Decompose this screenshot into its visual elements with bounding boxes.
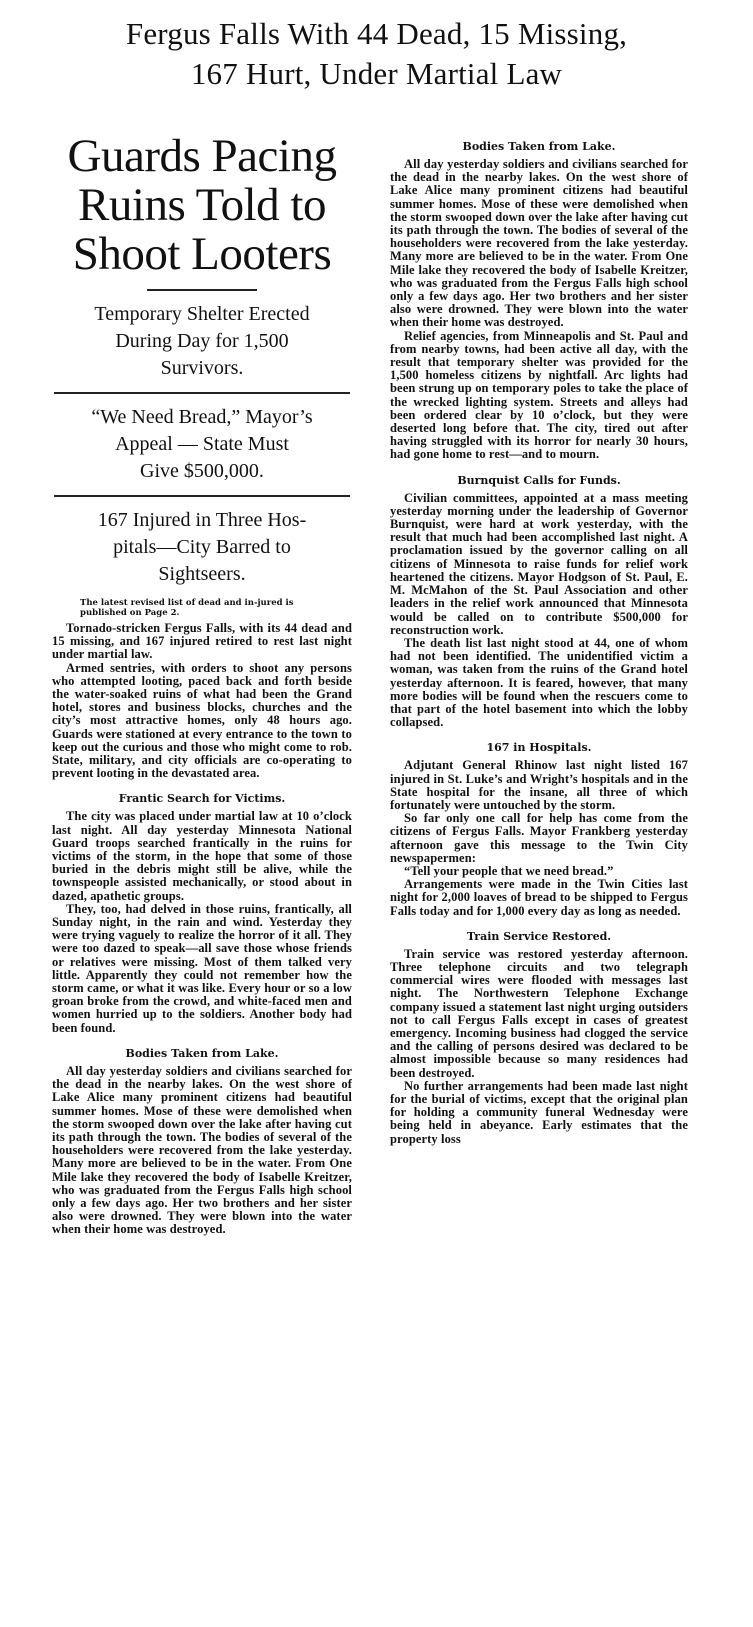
article-paragraph: Arrangements were made in the Twin Cities last night for 2,000 loaves of bread to be shipped to Fergus Falls today and for 1,000 every day as long as needed. [390,877,688,918]
article-paragraph: No further arrangements had been made last night for the burial of victims, except that the original plan for holding a community funeral Wednesday were being held in abeyance. Early estimates that the property loss [390,1078,688,1146]
divider [54,495,350,497]
subhead: Frantic Search for Victims. [118,792,286,806]
deck-line: Appeal — State Must [115,433,289,455]
article-paragraph: Armed sentries, with orders to shoot any persons who attempted looting, paced back and forth beside the water-soaked ruins of what had been the Grand hotel, stores and business blocks, churches and the city’s most attractive homes, only 48 hours ago. Guards were stationed at every entrance to the town to keep out the curious and those who might come to rob. State, military, and city officials are co-operating to prevent looting in the devastated area. [52,660,352,781]
article-paragraph: Civilian committees, appointed at a mass meeting yesterday morning under the leadership of Governor Burnquist, were hard at work yesterday, with the result that much had been accomplished last night. A proclamation issued by the governor calling on all citizens of Minnesota to raise funds for relief work heartened the citizens. Mayor Hodgson of St. Paul, E. M. McMahon of the St. Paul Association and other leaders in the relief work announced that Minnesota would be called on to contribute $500,000 for reconstruction work. [390,490,688,637]
deck-line: “We Need Bread,” Mayor’s [91,406,313,428]
banner-line-1: Fergus Falls With 44 Dead, 15 Missing, [125,16,628,51]
banner-line-2: 167 Hurt, Under Martial Law [190,56,563,91]
right-column [390,140,688,1146]
headline-line: Guards Pacing [67,130,337,182]
deck-line: Survivors. [160,357,244,379]
deck-line: Sightseers. [158,563,246,585]
article-paragraph: All day yesterday soldiers and civilians searched for the dead in the nearby lakes. On the west shore of Lake Alice many prominent citizens had beautiful summer homes. Mose of these were demolished when the storm swooped down over the lake after having cut its path through the town. The bodies of several of the householders were recovered from the lake yesterday. Many more are believed to be in the water. From One Mile lake they recovered the body of Isabelle Kreitzer, who was graduated from the Fergus Falls high school only a few days ago. Her two brothers and her sister also were drowned. They were blown into the water when their home was destroyed. [52,1063,352,1237]
subhead: Train Service Restored. [466,929,612,943]
deck-injured [52,507,352,588]
deck-shelter [52,301,352,382]
deck-line: pitals—City Barred to [113,536,291,558]
headline-line: Ruins Told to [78,179,326,231]
article-paragraph: The death list last night stood at 44, one of whom had not been identified. The unidentified victim a woman, was taken from the ruins of the Grand hotel yesterday afternoon. It is feared, however, that many more bodies will be found when the rescuers come to that part of the hotel basement into which the lobby collapsed. [390,635,688,730]
article-paragraph: Tornado-stricken Fergus Falls, with its 44 dead and 15 missing, and 167 injured retired to rest last night under martial law. [52,621,352,662]
banner-headline [20,14,733,94]
headline-line: Shoot Looters [72,228,332,280]
article-paragraph: Relief agencies, from Minneapolis and St. Paul and from nearby towns, had been active all day, with the result that temporary shelter was provided for the 1,500 homeless citizens by nightfall. Arc lights had been strung up on temporary poles to take the place of the wrecked lighting system. Streets and alleys had been ordered clear by 10 o’clock, but they were deserted long before that. The city, tired out after having struggled with its horror for nearly 30 hours, had gone home to rest—and to mourn. [390,328,688,462]
left-column [52,120,352,1237]
subhead: Burnquist Calls for Funds. [457,473,621,487]
subhead: 167 in Hospitals. [486,741,592,755]
deck-line: Give $500,000. [140,460,264,482]
article-paragraph: They, too, had delved in those ruins, frantically, all Sunday night, in the rain and wind. Yesterday they were trying vaguely to realize the horror of it all. They were too dazed to speak—all save those whose friends or relatives were missing. Most of them talked very little. Apparently they could not remember how the storm came, or what it was like. Every hour or so a low groan broke from the crowd, and white-faced men and women hurried up to the soldiers. Another body had been found. [52,901,352,1035]
article-paragraph: So far only one call for help has come from the citizens of Fergus Falls. Mayor Frankberg yesterday afternoon gave this message to the Twin City newspapermen: [390,811,688,865]
article-paragraph: Train service was restored yesterday afternoon. Three telephone circuits and two telegraph commercial wires were flooded with messages last night. The Northwestern Telephone Exchange company issued a statement last night urging outsiders not to call Fergus Falls except in cases of greatest emergency. Incoming business had clogged the service and the calling of persons desired was declared to be almost impossible because so many residences had been destroyed. [390,946,688,1080]
article-paragraph: The city was placed under martial law at 10 o’clock last night. All day yesterday Minnesota National Guard troops searched frantically in the ruins for victims of the storm, in the hope that some of those buried in the debris might still be alive, while the townspeople assisted mechanically, or stood about in dazed, apathetic groups. [52,809,352,903]
subhead: Bodies Taken from Lake. [462,140,616,153]
main-headline [52,132,352,279]
deck-line: During Day for 1,500 [115,330,289,352]
deck-line: 167 Injured in Three Hos- [97,509,307,531]
subhead: Bodies Taken from Lake. [125,1046,279,1060]
article-paragraph: “Tell your people that we need bread.” [404,863,614,878]
deck-line: Temporary Shelter Erected [94,303,310,325]
article-paragraph: Adjutant General Rhinow last night listed 167 injured in St. Luke’s and Wright’s hospitals and in the State hospital for the insane, all three of which fortunately were untouched by the storm. [390,758,688,812]
deck-mayor-appeal [52,404,352,485]
divider [54,392,350,394]
article-paragraph: All day yesterday soldiers and civilians searched for the dead in the nearby lakes. On the west shore of Lake Alice many prominent citizens had beautiful summer homes. Mose of these were demolished when the storm swooped down over the lake after having cut its path through the town. The bodies of several of the householders were recovered from the lake yesterday. Many more are believed to be in the water. From One Mile lake they recovered the body of Isabelle Kreitzer, who was graduated from the Fergus Falls high school only a few days ago. Her two brothers and her sister also were drowned. They were blown into the water when their home was destroyed. [390,157,688,330]
divider [147,289,257,291]
editor-note: The latest revised list of dead and in-jured is published on Page 2. [80,598,294,618]
